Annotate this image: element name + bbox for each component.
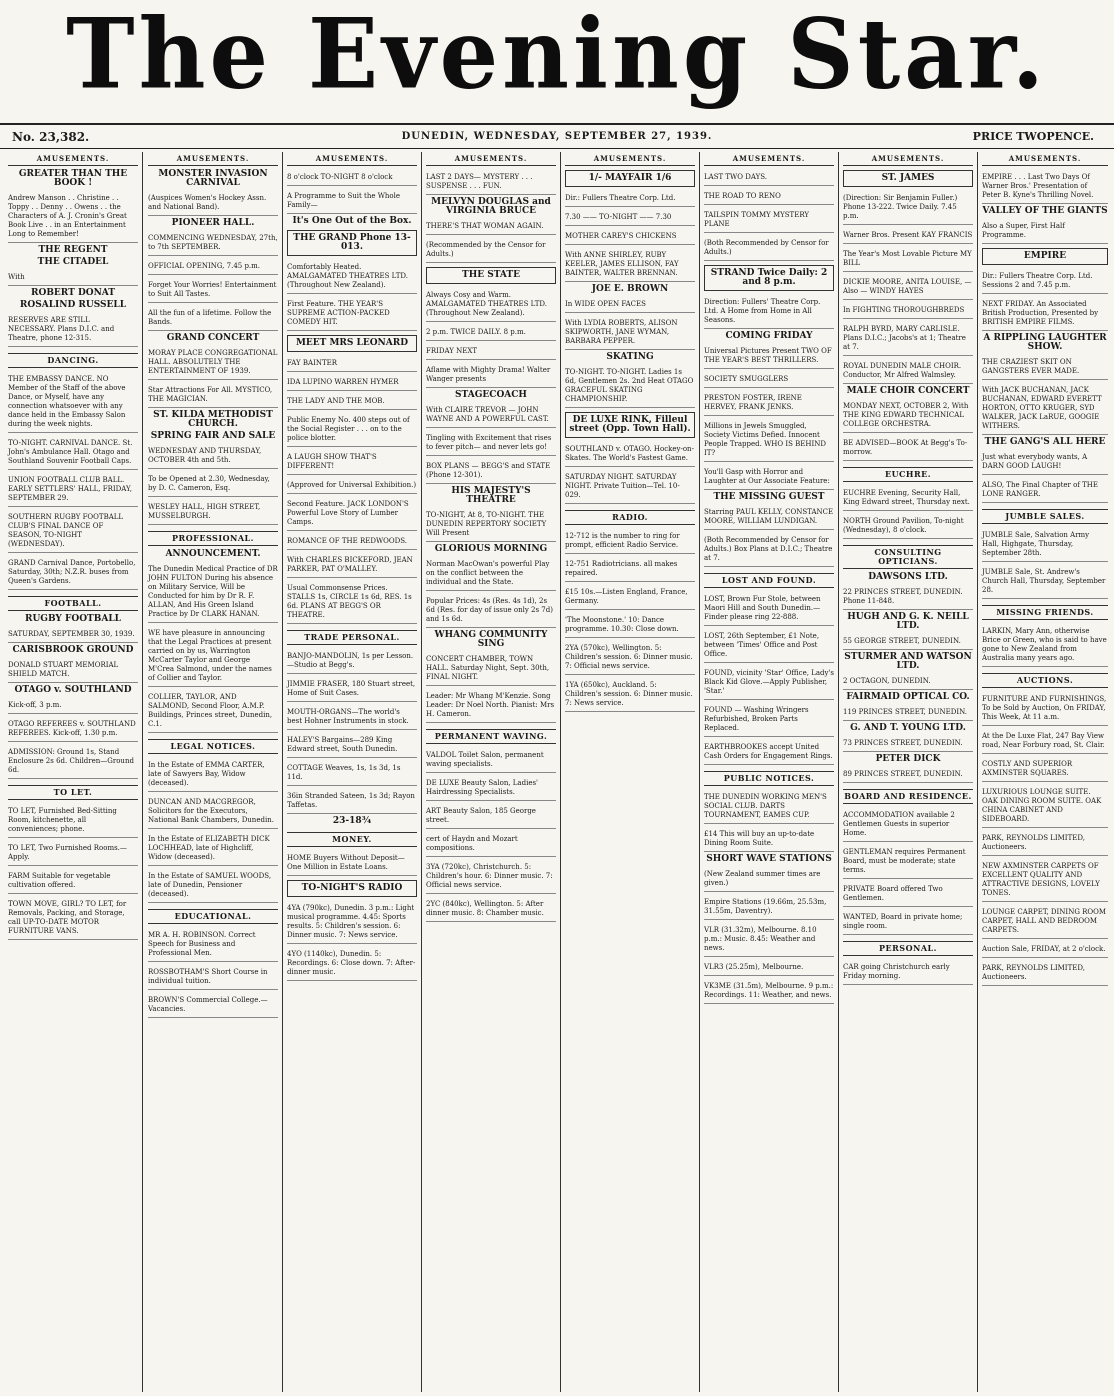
- ad-headline: ROBERT DONAT: [31, 288, 115, 298]
- column-7: [839, 152, 978, 1392]
- ad-text: (Auspices Women's Hockey Assn. and National Band).: [148, 191, 278, 216]
- ad-text: COSTLY AND SUPERIOR AXMINSTER SQUARES.: [982, 757, 1108, 782]
- ad-text: All the fun of a lifetime. Follow the Bands.: [148, 306, 278, 331]
- ad-headline: GRAND CONCERT: [166, 333, 260, 343]
- issue-price: PRICE TWOPENCE.: [972, 130, 1094, 143]
- ad-text: VLR3 (25.25m), Melbourne.: [704, 960, 834, 976]
- ad-text: With CLAIRE TREVOR — JOHN WAYNE AND A POWERFUL CAST.: [426, 403, 556, 428]
- ad-headline: OTAGO v. SOUTHLAND: [14, 685, 132, 695]
- ad-text: The Year's Most Lovable Picture MY BILL: [843, 247, 973, 272]
- ad-text: 12-712 is the number to ring for prompt, efficient Radio Service.: [565, 529, 695, 554]
- ad-text: Usual Commonsense Prices. STALLS 1s, CIRCLE 1s 6d, RES. 1s 6d. PLANS AT BEGG'S OR THEATRE.: [287, 581, 417, 624]
- boxed-ad-title: 1/- MAYFAIR 1/6: [565, 170, 695, 187]
- boxed-ad-title: ST. JAMES: [843, 170, 973, 187]
- section-heading: RADIO.: [565, 510, 695, 525]
- issue-date: DUNEDIN, WEDNESDAY, SEPTEMBER 27, 1939.: [401, 131, 713, 142]
- ad-text: 89 PRINCES STREET, DUNEDIN.: [843, 767, 973, 783]
- ad-text: At the De Luxe Flat, 247 Bay View road, Near Forbury road, St. Clair.: [982, 729, 1108, 754]
- ad-text: BROWN'S Commercial College.—Vacancies.: [148, 993, 278, 1018]
- ad-text: BE ADVISED—BOOK At Begg's To-morrow.: [843, 436, 973, 461]
- section-heading: AUCTIONS.: [982, 673, 1108, 688]
- ad-text: (Recommended by the Censor for Adults.): [426, 238, 556, 263]
- ad-headline: GLORIOUS MORNING: [434, 544, 548, 554]
- boxed-ad-title: THE STATE: [426, 267, 556, 284]
- ad-text: Aflame with Mighty Drama! Walter Wanger presents: [426, 363, 556, 388]
- ad-text: HOME Buyers Without Deposit—One Million in Estate Loans.: [287, 851, 417, 876]
- ad-text: Tingling with Excitement that rises to fever pitch— and never lets go!: [426, 431, 556, 456]
- ad-text: £15 10s.—Listen England, France, Germany.: [565, 585, 695, 610]
- boxed-ad-title: MEET MRS LEONARD: [287, 335, 417, 352]
- ad-text: IDA LUPINO WARREN HYMER: [287, 375, 417, 391]
- masthead-title: The Evening Star.: [66, 0, 1048, 111]
- column-2: [144, 152, 283, 1392]
- section-heading: JUMBLE SALES.: [982, 509, 1108, 524]
- ad-text: Always Cosy and Warm. AMALGAMATED THEATRES LTD. (Throughout New Zealand).: [426, 288, 556, 322]
- ad-text: With JACK BUCHANAN, JACK BUCHANAN, EDWARD EVERETT HORTON, OTTO KRUGER, SYD WALKER, JACK LaRUE, GOOGIE WITHERS.: [982, 383, 1108, 435]
- ad-text: ROYAL DUNEDIN MALE CHOIR. Conductor, Mr Alfred Walmsley.: [843, 359, 973, 384]
- ad-headline: WHANG COMMUNITY SING: [434, 630, 548, 649]
- section-heading: EUCHRE.: [843, 467, 973, 482]
- ad-text: FARM Suitable for vegetable cultivation offered.: [8, 869, 138, 894]
- ad-text: 2 p.m. TWICE DAILY. 8 p.m.: [426, 325, 556, 341]
- ad-text: Forget Your Worries! Entertainment to Suit All Tastes.: [148, 278, 278, 303]
- ad-headline: HIS MAJESTY'S THEATRE: [451, 486, 531, 505]
- ad-headline: HUGH AND G. K. NEILL LTD.: [847, 612, 969, 631]
- ad-text: MONDAY NEXT, OCTOBER 2, With THE KING EDWARD TECHNICAL COLLEGE ORCHESTRA.: [843, 399, 973, 433]
- ad-text: 8 o'clock TO-NIGHT 8 o'clock: [287, 170, 417, 186]
- ad-text: You'll Gasp with Horror and Laughter at Our Associate Feature:: [704, 465, 834, 490]
- section-heading: TO LET.: [8, 785, 138, 800]
- ad-text: WEDNESDAY AND THURSDAY, OCTOBER 4th and 5th.: [148, 444, 278, 469]
- ad-text: TAILSPIN TOMMY MYSTERY PLANE: [704, 208, 834, 233]
- ad-headline: PIONEER HALL.: [171, 218, 255, 228]
- ad-text: A LAUGH SHOW THAT'S DIFFERENT!: [287, 450, 417, 475]
- ad-headline: SKATING: [606, 352, 654, 362]
- section-heading: CONSULTING OPTICIANS.: [843, 545, 973, 569]
- ad-text: RALPH BYRD, MARY CARLISLE. Plans D.I.C.; Jacobs's at 1; Theatre at 7.: [843, 322, 973, 356]
- ad-text: JIMMIE FRASER, 180 Stuart street, Home of Suit Cases.: [287, 677, 417, 702]
- ad-headline: FAIRMAID OPTICAL CO.: [846, 692, 970, 702]
- ad-headline: JOE E. BROWN: [591, 284, 669, 294]
- ad-text: VALDOL Toilet Salon, permanent waving specialists.: [426, 748, 556, 773]
- ad-text: 2YA (570kc), Wellington. 5: Children's session. 6: Dinner music. 7: Official news service.: [565, 641, 695, 675]
- section-heading: PERSONAL.: [843, 941, 973, 956]
- ad-text: Second Feature. JACK LONDON'S Powerful Love Story of Lumber Camps.: [287, 497, 417, 531]
- ad-headline: ST. KILDA METHODIST CHURCH.: [153, 410, 273, 429]
- ad-text: EARTHBROOKES accept United Cash Orders for Engagement Rings.: [704, 740, 834, 765]
- column-header: AMUSEMENTS.: [565, 152, 695, 166]
- ad-text: (Direction: Sir Benjamin Fuller.) Phone 13-222. Twice Daily. 7.45 p.m.: [843, 191, 973, 225]
- ad-text: JUMBLE Sale, Salvation Army Hall, Highgate, Thursday, September 28th.: [982, 528, 1108, 562]
- ad-text: In FIGHTING THOROUGHBREDS: [843, 303, 973, 319]
- column-header: AMUSEMENTS.: [148, 152, 278, 166]
- section-heading: PERMANENT WAVING.: [426, 729, 556, 744]
- ad-headline: GREATER THAN THE BOOK !: [18, 169, 128, 188]
- boxed-ad-title: THE GRAND Phone 13-013.: [287, 230, 417, 256]
- column-header: AMUSEMENTS.: [287, 152, 417, 166]
- ad-text: NORTH Ground Pavilion, To-night (Wednesday), 8 o'clock.: [843, 514, 973, 539]
- ad-text: In the Estate of ELIZABETH DICK LOCHHEAD, late of Highcliff, Widow (deceased).: [148, 832, 278, 866]
- ad-text: UNION FOOTBALL CLUB BALL. EARLY SETTLERS' HALL, FRIDAY, SEPTEMBER 29.: [8, 473, 138, 507]
- column-5: [561, 152, 700, 1392]
- ad-text: WE have pleasure in announcing that the Legal Practices at present carried on by us, Warrington McCarter Taylor and George M'Crea Salmond, under the names of Collier and Taylor.: [148, 626, 278, 687]
- column-1: [4, 152, 143, 1392]
- ad-text: ROSSBOTHAM'S Short Course in individual tuition.: [148, 965, 278, 990]
- ad-text: OTAGO REFEREES v. SOUTHLAND REFEREES. Kick-off, 1.30 p.m.: [8, 717, 138, 742]
- ad-text: RESERVES ARE STILL NECESSARY. Plans D.I.C. and Theatre, phone 12-315.: [8, 313, 138, 347]
- ad-headline: STAGECOACH: [455, 390, 527, 400]
- ad-text: CAR going Christchurch early Friday morning.: [843, 960, 973, 985]
- boxed-ad-title: DE LUXE RINK, Filleul street (Opp. Town Hall).: [565, 412, 695, 438]
- boxed-ad-title: EMPIRE: [982, 248, 1108, 265]
- ad-text: 73 PRINCES STREET, DUNEDIN.: [843, 736, 973, 752]
- ad-text: LOST, 26th September, £1 Note, between 'Times' Office and Post Office.: [704, 629, 834, 663]
- ad-headline: THE CITADEL: [37, 257, 109, 267]
- column-8: [978, 152, 1112, 1392]
- column-header: AMUSEMENTS.: [843, 152, 973, 166]
- ad-text: Universal Pictures Present TWO OF THE YEAR'S BEST THRILLERS.: [704, 344, 834, 369]
- ad-text: £14 This will buy an up-to-date Dining Room Suite.: [704, 827, 834, 852]
- ad-text: With: [8, 270, 138, 286]
- ad-headline: THE REGENT: [38, 245, 108, 255]
- ad-text: Norman MacOwan's powerful Play on the conflict between the individual and the State.: [426, 557, 556, 591]
- ad-text: Just what everybody wants, A DARN GOOD LAUGH!: [982, 450, 1108, 475]
- section-heading: PROFESSIONAL.: [148, 531, 278, 546]
- ad-text: 2 OCTAGON, DUNEDIN.: [843, 674, 973, 690]
- ad-text: ROMANCE OF THE REDWOODS.: [287, 534, 417, 550]
- boxed-ad-title: STRAND Twice Daily: 2 and 8 p.m.: [704, 265, 834, 291]
- ad-text: BANJO-MANDOLIN, 1s per Lesson.—Studio at Begg's.: [287, 649, 417, 674]
- ad-text: PRESTON FOSTER, IRENE HERVEY, FRANK JENKS.: [704, 391, 834, 416]
- ad-text: ADMISSION: Ground 1s, Stand Enclosure 2s 6d. Children—Ground 6d.: [8, 745, 138, 779]
- ad-text: FOUND — Washing Wringers Refurbished, Broken Parts Replaced.: [704, 703, 834, 737]
- ad-headline: COMING FRIDAY: [725, 331, 813, 341]
- ad-text: TO-NIGHT. TO-NIGHT. Ladies 1s 6d, Gentlemen 2s. 2nd Heat OTAGO GRACEFUL SKATING CHAMPIONSHIP.: [565, 365, 695, 408]
- ad-text: COLLIER, TAYLOR, AND SALMOND, Second Floor, A.M.P. Buildings, Princes street, Dunedin, C.1.: [148, 690, 278, 733]
- ad-text: 2YC (840kc), Wellington. 5: After dinner music. 8: Chamber music.: [426, 897, 556, 922]
- ad-text: Direction: Fullers' Theatre Corp. Ltd. A Home from Home in All Seasons.: [704, 295, 834, 329]
- ad-headline: 23-18¾: [332, 816, 372, 826]
- ad-text: PARK, REYNOLDS LIMITED, Auctioneers.: [982, 961, 1108, 986]
- ad-text: FOUND, vicinity 'Star' Office, Lady's Black Kid Glove.—Apply Publisher, 'Star.': [704, 666, 834, 700]
- ad-text: (Both Recommended by Censor for Adults.): [704, 236, 834, 261]
- ad-text: The Dunedin Medical Practice of DR JOHN FULTON During his absence on Military Service, Will be Conducted for him by Dr R. F. ALLAN, And His Green Island Practice by Dr CLARK HANAN.: [148, 562, 278, 623]
- ad-headline: MALE CHOIR CONCERT: [846, 386, 970, 396]
- ad-text: 'The Moonstone.' 10: Dance programme. 10.30: Close down.: [565, 613, 695, 638]
- ad-text: TO LET, Two Furnished Rooms.—Apply.: [8, 841, 138, 866]
- ad-text: Starring PAUL KELLY, CONSTANCE MOORE, WILLIAM LUNDIGAN.: [704, 505, 834, 530]
- ad-headline: RUGBY FOOTBALL: [24, 614, 122, 624]
- ad-text: ART Beauty Salon, 185 George street.: [426, 804, 556, 829]
- ad-headline: VALLEY OF THE GIANTS: [982, 206, 1108, 216]
- section-heading: MONEY.: [287, 832, 417, 847]
- ad-text: PRIVATE Board offered Two Gentlemen.: [843, 882, 973, 907]
- ad-text: JUMBLE Sale, St. Andrew's Church Hall, Thursday, September 28.: [982, 565, 1108, 599]
- ad-text: CONCERT CHAMBER, TOWN HALL. Saturday Night, Sept. 30th, FINAL NIGHT.: [426, 652, 556, 686]
- ad-text: FAY BAINTER: [287, 356, 417, 372]
- ad-text: TO LET, Furnished Bed-Sitting Room, kitchenette, all conveniences; phone.: [8, 804, 138, 838]
- ad-text: cert of Haydn and Mozart compositions.: [426, 832, 556, 857]
- section-heading: BOARD AND RESIDENCE.: [843, 789, 973, 804]
- ad-text: Auction Sale, FRIDAY, at 2 o'clock.: [982, 942, 1108, 958]
- ad-text: HALEY'S Bargains—289 King Edward street, South Dunedin.: [287, 733, 417, 758]
- ad-text: 7.30 —— TO-NIGHT —— 7.30: [565, 210, 695, 226]
- ad-text: MORAY PLACE CONGREGATIONAL HALL. ABSOLUTELY THE ENTERTAINMENT OF 1939.: [148, 346, 278, 380]
- ad-headline: SPRING FAIR AND SALE: [150, 431, 276, 441]
- dateline: [0, 123, 1114, 149]
- column-header: AMUSEMENTS.: [704, 152, 834, 166]
- ad-headline: A RIPPLING LAUGHTER SHOW.: [983, 333, 1107, 352]
- ad-text: With ANNE SHIRLEY, RUBY KEELER, JAMES ELLISON, FAY BAINTER, WALTER BRENNAN.: [565, 248, 695, 282]
- ad-text: Public Enemy No. 400 steps out of the Social Register . . . on to the police blotter.: [287, 413, 417, 447]
- ad-headline: THE MISSING GUEST: [713, 492, 825, 502]
- ad-text: LAST TWO DAYS.: [704, 170, 834, 186]
- section-heading: LEGAL NOTICES.: [148, 739, 278, 754]
- ad-headline: It's One Out of the Box.: [292, 216, 412, 226]
- ad-headline: ANNOUNCEMENT.: [165, 549, 261, 559]
- ad-text: 22 PRINCES STREET, DUNEDIN. Phone 11-848.: [843, 585, 973, 610]
- ad-text: TO-NIGHT, At 8, TO-NIGHT. THE DUNEDIN REPERTORY SOCIETY Will Present: [426, 508, 556, 542]
- ad-text: SOUTHERN RUGBY FOOTBALL CLUB'S FINAL DANCE OF SEASON, TO-NIGHT (WEDNESDAY).: [8, 510, 138, 553]
- ad-text: LAST 2 DAYS— MYSTERY . . . SUSPENSE . . . FUN.: [426, 170, 556, 195]
- ad-text: 36in Stranded Sateen, 1s 3d; Rayon Taffetas.: [287, 789, 417, 814]
- section-heading: EDUCATIONAL.: [148, 909, 278, 924]
- ad-text: WESLEY HALL, HIGH STREET, MUSSELBURGH.: [148, 500, 278, 525]
- ad-text: Kick-off, 3 p.m.: [8, 698, 138, 714]
- ad-text: LARKIN, Mary Ann, otherwise Brice or Green, who is said to have gone to New Zealand from Australia many years ago.: [982, 624, 1108, 667]
- ad-text: COTTAGE Weaves, 1s, 1s 3d, 1s 11d.: [287, 761, 417, 786]
- boxed-ad-title: TO-NIGHT'S RADIO: [287, 880, 417, 897]
- ad-text: SATURDAY NIGHT. SATURDAY NIGHT. Private Tuition—Tel. 10-029.: [565, 470, 695, 504]
- ad-text: Millions in Jewels Smuggled, Society Victims Defied. Innocent People Trapped. WHO IS BEHIND IT?: [704, 419, 834, 462]
- ad-text: Comfortably Heated. AMALGAMATED THEATRES LTD. (Throughout New Zealand).: [287, 260, 417, 294]
- section-heading: PUBLIC NOTICES.: [704, 771, 834, 786]
- column-3: [283, 152, 422, 1392]
- column-6: [700, 152, 839, 1392]
- ad-text: Dir.: Fullers Theatre Corp. Ltd.: [565, 191, 695, 207]
- ad-text: GENTLEMAN requires Permanent Board, must be moderate; state terms.: [843, 845, 973, 879]
- ad-text: DE LUXE Beauty Salon, Ladies' Hairdressing Specialists.: [426, 776, 556, 801]
- ad-text: THE ROAD TO RENO: [704, 189, 834, 205]
- ad-text: NEW AXMINSTER CARPETS OF EXCELLENT QUALITY AND ATTRACTIVE DESIGNS, LOVELY TONES.: [982, 859, 1108, 902]
- ad-text: THE LADY AND THE MOB.: [287, 394, 417, 410]
- ad-text: 119 PRINCES STREET, DUNEDIN.: [843, 705, 973, 721]
- ad-text: (New Zealand summer times are given.): [704, 867, 834, 892]
- ad-text: TO-NIGHT. CARNIVAL DANCE. St. John's Ambulance Hall. Otago and Southland Souvenir Football Caps.: [8, 436, 138, 470]
- ad-text: SATURDAY, SEPTEMBER 30, 1939.: [8, 627, 138, 643]
- ad-text: LUXURIOUS LOUNGE SUITE. OAK DINING ROOM SUITE. OAK CHINA CABINET AND SIDEBOARD.: [982, 785, 1108, 828]
- ad-text: EMPIRE . . . Last Two Days Of Warner Bros.' Presentation of Peter B. Kyne's Thrilling Novel.: [982, 170, 1108, 204]
- ad-text: EUCHRE Evening, Security Hall, King Edward street, Thursday next.: [843, 486, 973, 511]
- ad-text: 3YA (720kc), Christchurch. 5: Children's hour. 6: Dinner music. 7: Official news service.: [426, 860, 556, 894]
- issue-number: No. 23,382.: [12, 129, 90, 144]
- masthead: [0, 0, 1114, 111]
- ad-text: COMMENCING WEDNESDAY, 27th, to 7th SEPTEMBER.: [148, 231, 278, 256]
- ad-text: VLR (31.32m), Melbourne. 8.10 p.m.: Music. 8.45: Weather and news.: [704, 923, 834, 957]
- ad-text: Star Attractions For All. MYSTICO, THE MAGICIAN.: [148, 383, 278, 408]
- ad-text: NEXT FRIDAY. An Associated British Production, Presented by BRITISH EMPIRE FILMS.: [982, 297, 1108, 331]
- ad-headline: G. AND T. YOUNG LTD.: [850, 723, 966, 733]
- ad-text: THE DUNEDIN WORKING MEN'S SOCIAL CLUB. DARTS TOURNAMENT, EAMES CUP.: [704, 790, 834, 824]
- ad-text: TOWN MOVE, GIRL? TO LET, for Removals, Packing, and Storage, call UP-TO-DATE MOTOR FURNITURE VANS.: [8, 897, 138, 940]
- ad-text: Popular Prices: 4s (Res. 4s 1d), 2s 6d (Res. for day of issue only 2s 7d) and 1s 6d.: [426, 594, 556, 628]
- ad-text: 55 GEORGE STREET, DUNEDIN.: [843, 634, 973, 650]
- section-heading: TRADE PERSONAL.: [287, 630, 417, 645]
- ad-text: Leader: Mr Whang M'Kenzie. Song Leader: Dr Noel North. Pianist: Mrs H. Cameron.: [426, 689, 556, 723]
- ad-text: THERE'S THAT WOMAN AGAIN.: [426, 219, 556, 235]
- ad-text: PARK, REYNOLDS LIMITED, Auctioneers.: [982, 831, 1108, 856]
- ad-text: Dir.: Fullers Theatre Corp. Ltd. Sessions 2 and 7.45 p.m.: [982, 269, 1108, 294]
- ad-headline: MELVYN DOUGLAS and VIRGINIA BRUCE: [431, 197, 551, 216]
- column-header: AMUSEMENTS.: [982, 152, 1108, 166]
- section-heading: LOST AND FOUND.: [704, 573, 834, 588]
- section-heading: MISSING FRIENDS.: [982, 605, 1108, 620]
- ad-text: MOTHER CAREY'S CHICKENS: [565, 229, 695, 245]
- ad-text: First Feature. THE YEAR'S SUPREME ACTION-PACKED COMEDY HIT.: [287, 297, 417, 331]
- ad-text: With LYDIA ROBERTS, ALISON SKIPWORTH, JANE WYMAN, BARBARA PEPPER.: [565, 316, 695, 350]
- ad-text: LOUNGE CARPET, DINING ROOM CARPET, HALL AND BEDROOM CARPETS.: [982, 905, 1108, 939]
- ad-text: 4YO (1140kc), Dunedin. 5: Recordings. 6: Close down. 7: After-dinner music.: [287, 947, 417, 981]
- ad-text: Also a Super, First Half Programme.: [982, 219, 1108, 244]
- ad-text: DONALD STUART MEMORIAL SHIELD MATCH.: [8, 658, 138, 683]
- ad-text: SOUTHLAND v. OTAGO. Hockey-on-Skates. The World's Fastest Game.: [565, 442, 695, 467]
- ad-text: Warner Bros. Present KAY FRANCIS: [843, 228, 973, 244]
- ad-text: DUNCAN AND MACGREGOR, Solicitors for the Executors, National Bank Chambers, Dunedin.: [148, 795, 278, 829]
- ad-text: FRIDAY NEXT: [426, 344, 556, 360]
- column-4: [422, 152, 561, 1392]
- ad-text: DICKIE MOORE, ANITA LOUISE, — Also — WINDY HAYES: [843, 275, 973, 300]
- section-heading: DANCING.: [8, 353, 138, 368]
- ad-headline: SHORT WAVE STATIONS: [706, 854, 832, 864]
- ad-text: GRAND Carnival Dance, Portobello, Saturday, 30th; N.Z.R. buses from Queen's Gardens.: [8, 556, 138, 590]
- ad-text: MR A. H. ROBINSON. Correct Speech for Business and Professional Men.: [148, 928, 278, 962]
- ad-text: A Programme to Suit the Whole Family—: [287, 189, 417, 214]
- ad-text: Andrew Manson . . Christine . . Toppy . . Denny . . Owens . . the Characters of A. J. Cronin's Great Book Live . . in an Entertainment Long to Remember!: [8, 191, 138, 243]
- ad-text: VK3ME (31.5m), Melbourne. 9 p.m.: Recordings. 11: Weather, and news.: [704, 979, 834, 1004]
- ad-text: LOST, Brown Fur Stole, between Maori Hill and South Dunedin.—Finder please ring 22-888.: [704, 592, 834, 626]
- ad-headline: STURMER AND WATSON LTD.: [844, 652, 972, 671]
- ad-text: 4YA (790kc), Dunedin. 3 p.m.: Light musical programme. 4.45: Sports results. 5: Children's session. 6: Dinner music. 7: News service.: [287, 901, 417, 944]
- ad-headline: THE GANG'S ALL HERE: [984, 437, 1106, 447]
- ad-text: SOCIETY SMUGGLERS: [704, 372, 834, 388]
- ad-text: ACCOMMODATION available 2 Gentlemen Guests in superior Home.: [843, 808, 973, 842]
- ad-headline: PETER DICK: [875, 754, 941, 764]
- ad-headline: CARISBROOK GROUND: [12, 645, 134, 655]
- ad-text: THE CRAZIEST SKIT ON GANGSTERS EVER MADE.: [982, 355, 1108, 380]
- ad-text: In WIDE OPEN FACES: [565, 297, 695, 313]
- ad-headline: ROSALIND RUSSELL: [19, 300, 127, 310]
- ad-text: Empire Stations (19.66m, 25.53m, 31.55m, Daventry).: [704, 895, 834, 920]
- section-heading: FOOTBALL.: [8, 596, 138, 611]
- ad-text: (Both Recommended by Censor for Adults.) Box Plans at D.I.C.; Theatre at 7.: [704, 533, 834, 567]
- ad-text: WANTED, Board in private home; single room.: [843, 910, 973, 935]
- ad-text: (Approved for Universal Exhibition.): [287, 478, 417, 494]
- column-header: AMUSEMENTS.: [8, 152, 138, 166]
- ad-headline: MONSTER INVASION CARNIVAL: [158, 169, 268, 188]
- ad-text: FURNITURE AND FURNISHINGS, To be Sold by Auction, On FRIDAY, This Week, At 11 a.m.: [982, 692, 1108, 726]
- ad-headline: DAWSONS LTD.: [868, 572, 948, 582]
- ad-text: 12-751 Radiotricians. all makes repaired.: [565, 557, 695, 582]
- ad-text: BOX PLANS — BEGG'S and STATE (Phone 12-301).: [426, 459, 556, 484]
- ad-text: OFFICIAL OPENING, 7.45 p.m.: [148, 259, 278, 275]
- ad-text: ALSO, The Final Chapter of THE LONE RANGER.: [982, 478, 1108, 503]
- ad-text: With CHARLES BICKEFORD, JEAN PARKER, PAT O'MALLEY.: [287, 553, 417, 578]
- column-header: AMUSEMENTS.: [426, 152, 556, 166]
- ad-text: In the Estate of SAMUEL WOODS, late of Dunedin, Pensioner (deceased).: [148, 869, 278, 903]
- ad-text: In the Estate of EMMA CARTER, late of Sawyers Bay, Widow (deceased).: [148, 758, 278, 792]
- ad-text: To be Opened at 2.30, Wednesday, by D. C. Cameron, Esq.: [148, 472, 278, 497]
- ad-text: MOUTH-ORGANS—The world's best Hohner Instruments in stock.: [287, 705, 417, 730]
- ad-text: 1YA (650kc), Auckland. 5: Children's session. 6: Dinner music. 7: News service.: [565, 678, 695, 712]
- ad-text: THE EMBASSY DANCE. NO Member of the Staff of the above Dance, or Myself, have any connection whatsoever with any dance held in the Embassy Salon during the week nights.: [8, 372, 138, 433]
